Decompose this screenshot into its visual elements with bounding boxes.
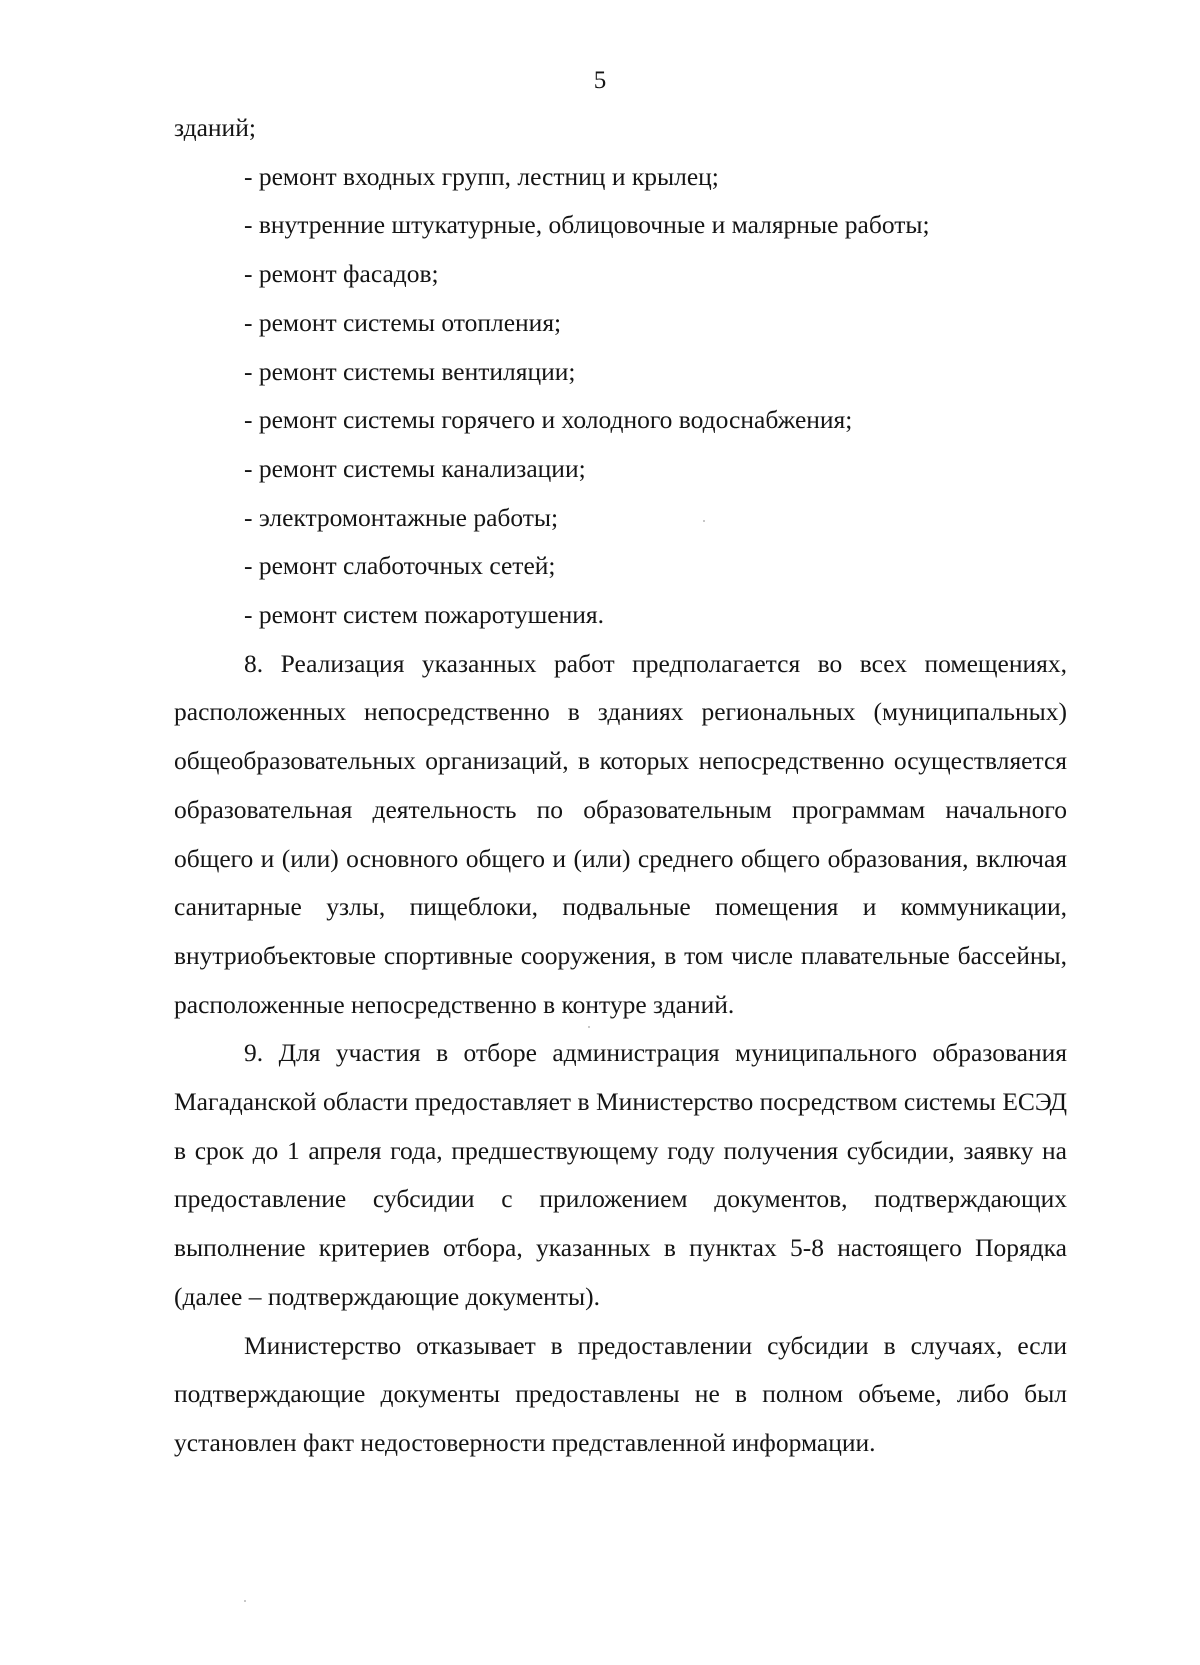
list-item: - ремонт системы горячего и холодного водоснабжения; <box>244 405 853 435</box>
paragraph-8: 8. Реализация указанных работ предполагается во всех помещениях, расположенных непосредственно в зданиях региональных (муниципальных) общеобразовательных организаций, в которых непосредственно осуществляется образовательная деятельность по образовательным программам начального общего и (или) основного общего и (или) среднего общего образования, включая санитарные узлы, пищеблоки, подвальные помещения и коммуникации, внутриобъектовые спортивные сооружения, в том числе плавательные бассейны, расположенные непосредственно в контуре зданий. <box>174 648 1067 1019</box>
scan-speck <box>703 520 705 522</box>
paragraph-refusal: Министерство отказывает в предоставлении субсидии в случаях, если подтверждающие документы предоставлены не в полном объеме, либо был установлен факт недостоверности представленной информации. <box>174 1330 1067 1457</box>
list-item: - внутренние штукатурные, облицовочные и малярные работы; <box>244 210 930 240</box>
scan-speck <box>244 1600 246 1602</box>
list-item: - ремонт входных групп, лестниц и крылец; <box>244 161 719 191</box>
page-number: 5 <box>593 67 607 94</box>
list-item: - ремонт фасадов; <box>244 259 439 289</box>
document-body <box>174 104 1067 1468</box>
list-item: - электромонтажные работы; <box>244 502 559 532</box>
continued-line: зданий; <box>174 113 256 142</box>
list-item: - ремонт системы вентиляции; <box>244 356 576 386</box>
list-item: - ремонт слаботочных сетей; <box>244 551 556 581</box>
paragraph-9: 9. Для участия в отборе администрация муниципального образования Магаданской области предоставляет в Министерство посредством системы ЕСЭД в срок до 1 апреля года, предшествующему году получения субсидии, заявку на предоставление субсидии с приложением документов, подтверждающих выполнение критериев отбора, указанных в пунктах 5-8 настоящего Порядка (далее – подтверждающие документы). <box>174 1038 1067 1311</box>
list-item: - ремонт систем пожаротушения. <box>244 600 605 630</box>
works-list <box>174 153 1067 640</box>
list-item: - ремонт системы отопления; <box>244 307 562 337</box>
scan-speck <box>588 1026 590 1028</box>
list-item: - ремонт системы канализации; <box>244 453 586 483</box>
